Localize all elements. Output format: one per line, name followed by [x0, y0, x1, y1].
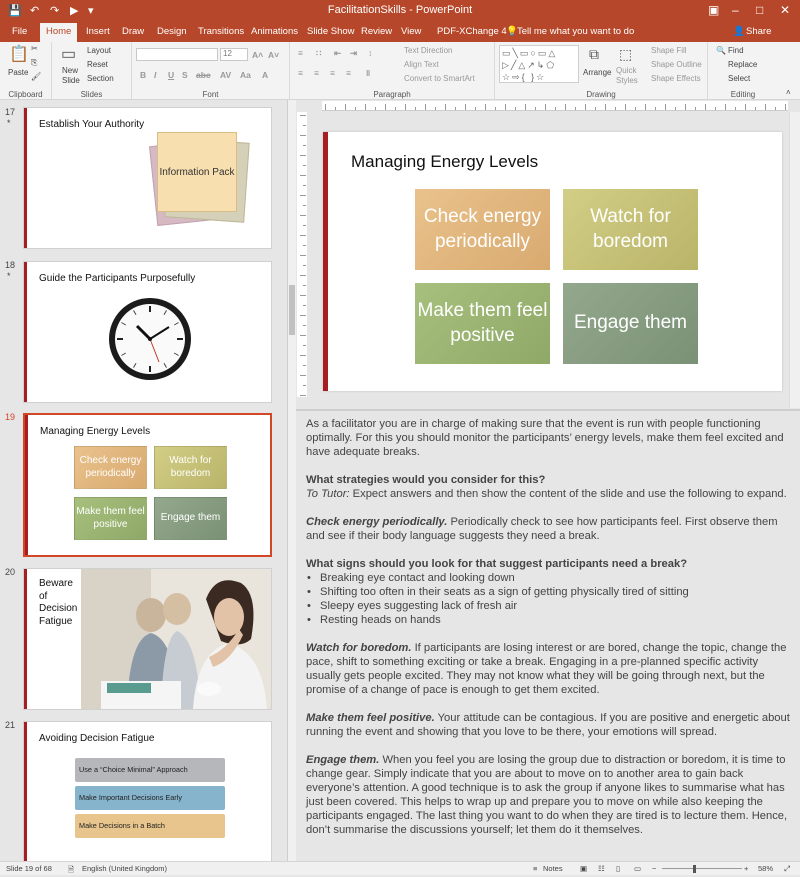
clipboard-group [0, 42, 52, 100]
notes-intro: As a facilitator you are in charge of making sure that the event is run with people functioning optimally. For this you should monitor the participants’ energy levels, make them feel excited and have adequate breaks. [306, 418, 784, 458]
ruler-tick [385, 104, 386, 110]
ruler-tick [365, 104, 366, 110]
columns-icon[interactable]: ‖ [366, 68, 371, 78]
tab-view[interactable]: View [401, 26, 422, 37]
ruler-tick [485, 104, 486, 110]
save-icon[interactable]: 💾 [8, 5, 22, 17]
ruler-tick [495, 107, 496, 110]
shadow-icon[interactable]: S [182, 70, 188, 80]
slides-group [52, 42, 132, 100]
ruler-tick [300, 375, 306, 376]
positive-label: Make them feel positive. [306, 712, 435, 724]
engage-text: When you feel you are losing the group due to distraction or boredom, it is time to change gear. Simply indicate that you are about to move on to another area to gain back everyone’s attention. A good technique is to ask the group if anyone likes to summarise what has just been covered. This helps to wrap up and prepare you to move on while also keeping the participants engaged. The last thing you want to do when they are tired is to lecture them. Hence, don’t summarise the discussions yourself; let them do it themselves. [306, 754, 788, 836]
ruler-tick [303, 245, 306, 246]
language-indicator[interactable]: English (United Kingdom) [82, 864, 168, 873]
layout-button[interactable]: Layout [87, 46, 112, 55]
quick-styles-icon[interactable]: ⬚ [619, 46, 633, 62]
start-from-beginning-icon[interactable]: ▶ [70, 5, 79, 17]
shape-outline-button[interactable]: Shape Outline [651, 60, 702, 69]
animation-star-icon: * [7, 118, 11, 128]
ruler-tick [455, 107, 456, 110]
list-item: • Resting heads on hands [306, 613, 790, 627]
thumb-bar: Make Important Decisions Early [75, 786, 225, 810]
ruler-tick [303, 125, 306, 126]
slide-number: 19 [5, 412, 16, 422]
slide-counter: Slide 19 of 68 [6, 864, 52, 873]
accent-bar [323, 132, 328, 391]
ruler-tick [300, 335, 306, 336]
tab-draw[interactable]: Draw [122, 26, 145, 37]
ruler-tick [645, 104, 646, 110]
ruler-tick [303, 205, 306, 206]
user-icon: 👤 [733, 26, 745, 37]
lightbulb-icon: 💡 [506, 26, 518, 37]
thumbnail-title: Managing Energy Levels [40, 426, 151, 437]
spelling-icon[interactable]: 🗎 [68, 865, 75, 874]
animation-star-icon: * [7, 271, 11, 281]
bullets-icon[interactable]: ≡ [298, 48, 303, 58]
watch-label: Watch for boredom. [306, 642, 412, 654]
ruler-tick [300, 275, 306, 276]
ruler-tick [765, 104, 766, 110]
align-left-icon[interactable]: ≡ [298, 68, 303, 78]
tab-transitions[interactable]: Transitions [198, 26, 245, 37]
shapes-gallery[interactable]: ▭╲▭○▭△ ▷╱△↗↳⬠ ☆⇨{ }☆ [499, 45, 579, 83]
ruler-tick [585, 104, 586, 110]
justify-icon[interactable]: ≡ [346, 68, 351, 78]
zoom-slider[interactable] [662, 868, 742, 869]
ruler-tick [465, 104, 466, 110]
find-button[interactable]: Find [728, 46, 744, 55]
horizontal-ruler[interactable] [322, 101, 788, 111]
new-slide-icon[interactable]: ▭ [61, 46, 77, 63]
signs-list [306, 571, 790, 627]
char-spacing-icon[interactable]: AV [220, 70, 232, 80]
drawing-group-label: Drawing [586, 90, 616, 99]
section-button[interactable]: Section [87, 74, 114, 83]
tab-animations[interactable]: Animations [251, 26, 298, 37]
notes-section [306, 753, 790, 837]
ruler-tick [555, 107, 556, 110]
notes-section [306, 641, 790, 697]
undo-icon[interactable]: ↶ [30, 5, 40, 17]
tab-design[interactable]: Design [157, 26, 187, 37]
quick-styles-button[interactable]: Quick Styles [616, 66, 638, 85]
tile-make-positive[interactable]: Make them feel positive [415, 283, 550, 364]
ruler-tick [675, 107, 676, 110]
arrange-icon[interactable]: ⧉ [589, 46, 599, 62]
thumbnail-slide-18[interactable] [23, 261, 272, 403]
tile-watch-boredom[interactable]: Watch for boredom [563, 189, 698, 270]
share-button[interactable]: Share [746, 26, 772, 37]
ruler-tick [715, 107, 716, 110]
tab-insert[interactable]: Insert [86, 26, 110, 37]
ruler-tick [303, 345, 306, 346]
zoom-out-icon[interactable]: − [652, 864, 657, 873]
font-name-input[interactable] [136, 48, 218, 61]
current-slide[interactable] [323, 132, 782, 391]
ruler-tick [303, 225, 306, 226]
ruler-tick [375, 107, 376, 110]
notes-button[interactable]: Notes [543, 864, 563, 873]
tell-me-search[interactable]: Tell me what you want to do [517, 26, 635, 37]
ruler-tick [725, 104, 726, 110]
ruler-tick [335, 107, 336, 110]
zoom-in-icon[interactable]: + [744, 864, 749, 873]
change-case-icon[interactable]: Aa [240, 70, 251, 80]
bold-icon[interactable]: B [140, 70, 147, 80]
slide-number: 20 [5, 567, 16, 577]
ruler-tick [300, 315, 306, 316]
accent-bar [24, 262, 27, 402]
scroll-thumb[interactable] [289, 285, 295, 335]
ruler-tick [300, 195, 306, 196]
paragraph-group [290, 42, 495, 100]
font-group [132, 42, 290, 100]
thumbnail-slide-20[interactable] [23, 568, 272, 710]
align-center-icon[interactable]: ≡ [314, 68, 319, 78]
list-item: • Sleepy eyes suggesting lack of fresh air [306, 599, 790, 613]
accent-bar [24, 108, 27, 248]
copy-icon[interactable]: ⎘ [31, 58, 38, 67]
font-group-label: Font [202, 90, 219, 99]
thumbnail-slide-21[interactable] [23, 721, 272, 861]
ruler-tick [655, 107, 656, 110]
decrease-indent-icon[interactable]: ⇤ [334, 48, 342, 58]
ruler-tick [355, 107, 356, 110]
ruler-tick [775, 107, 776, 110]
ruler-tick [303, 305, 306, 306]
font-size-input[interactable]: 12 [220, 48, 248, 61]
ruler-tick [735, 107, 736, 110]
ruler-tick [300, 135, 306, 136]
ruler-tick [405, 104, 406, 110]
list-item: • Breaking eye contact and looking down [306, 571, 790, 585]
notes-question: What signs should you look for that suggest participants need a break? [306, 558, 688, 570]
align-text-button[interactable]: Align Text [404, 60, 439, 69]
ruler-tick [625, 104, 626, 110]
ruler-tick [303, 285, 306, 286]
clipboard-group-label: Clipboard [8, 90, 43, 99]
ruler-tick [425, 104, 426, 110]
thumbnail-title: Beware of Decision Fatigue [39, 578, 78, 627]
ribbon-tabs [0, 22, 800, 42]
slideshow-view-icon[interactable]: ▭ [634, 864, 642, 873]
ruler-tick [475, 107, 476, 110]
notes-icon: ≡ [533, 864, 538, 873]
shape-effects-button[interactable]: Shape Effects [651, 74, 701, 83]
cut-icon[interactable]: ✂ [31, 44, 38, 53]
slide-number: 21 [5, 720, 16, 730]
new-slide-button[interactable]: New Slide [62, 66, 80, 85]
watch-text: If participants are losing interest or are bored, change the topic, change the pace, shift to something exciting or take a break. Engaging in a pre-planned specific activity usually gets people excited. They may not know what they will be going through next, but the promise of a change of pace is enough to get them excited. [306, 642, 787, 696]
ruler-tick [303, 145, 306, 146]
ruler-tick [300, 215, 306, 216]
ruler-tick [303, 265, 306, 266]
accent-bar [25, 415, 28, 555]
close-icon[interactable]: ✕ [780, 3, 791, 17]
select-button[interactable]: Select [728, 74, 751, 83]
engage-label: Engage them. [306, 754, 380, 766]
information-pack-image [149, 132, 254, 232]
paste-icon[interactable]: 📋 [9, 46, 29, 63]
grow-font-icon[interactable]: A˄ [252, 50, 264, 60]
paragraph-group-label: Paragraph [373, 90, 411, 99]
increase-indent-icon[interactable]: ⇥ [350, 48, 358, 58]
accent-bar [24, 722, 27, 861]
ruler-tick [445, 104, 446, 110]
convert-smartart-button[interactable]: Convert to SmartArt [404, 74, 475, 83]
ribbon-display-icon[interactable]: ▣ [708, 3, 720, 17]
ruler-tick [303, 365, 306, 366]
ruler-tick [303, 325, 306, 326]
ruler-tick [705, 104, 706, 110]
slide-thumbnail-pane [0, 100, 288, 861]
ruler-tick [300, 115, 306, 116]
normal-view-icon[interactable]: ▣ [580, 864, 588, 873]
notes-question: What strategies would you consider for this? [306, 474, 546, 486]
ruler-tick [565, 104, 566, 110]
reset-button[interactable]: Reset [87, 60, 108, 69]
notes-section [306, 711, 790, 739]
line-spacing-icon[interactable]: ↕ [368, 48, 373, 58]
ruler-tick [755, 107, 756, 110]
minimize-icon[interactable]: – [732, 3, 739, 17]
numbering-icon[interactable]: ∷ [316, 48, 322, 58]
tab-home[interactable]: Home [40, 23, 77, 42]
ruler-tick [300, 355, 306, 356]
ruler-tick [415, 107, 416, 110]
ruler-tick [300, 175, 306, 176]
reading-view-icon[interactable]: ▯ [616, 864, 621, 873]
thumb-tile: Check energy periodically [74, 446, 147, 489]
slide-number: 18 [5, 260, 16, 270]
tab-pdf-xchange[interactable]: PDF-XChange 4 [437, 26, 507, 37]
notes-section [306, 473, 790, 501]
ruler-tick [685, 104, 686, 110]
ruler-tick [505, 104, 506, 110]
shape-fill-button[interactable]: Shape Fill [651, 46, 687, 55]
tab-file[interactable]: File [12, 26, 28, 37]
fit-to-window-icon[interactable]: ⤢ [784, 864, 790, 873]
check-text: Periodically check to see how participants feel. First observe them and see if their body language suggests they need a break. [306, 516, 778, 542]
thumbnail-slide-17[interactable] [23, 107, 272, 249]
collapse-ribbon-icon[interactable]: ˄ [786, 88, 791, 97]
find-icon: 🔍 [716, 46, 726, 55]
ruler-tick [635, 107, 636, 110]
ruler-tick [300, 255, 306, 256]
thumbnail-title: Avoiding Decision Fatigue [39, 733, 155, 744]
thumbnail-title: Establish Your Authority [39, 119, 145, 130]
ruler-tick [300, 295, 306, 296]
tutor-text: Expect answers and then show the content of the slide and use the following to expand. [349, 488, 787, 500]
ruler-tick [595, 107, 596, 110]
thumb-tile: Engage them [154, 497, 227, 540]
list-item: • Shifting too often in their seats as a sign of getting physically tired of sitting [306, 585, 790, 599]
thumb-tile: Watch for boredom [154, 446, 227, 489]
redo-icon[interactable]: ↷ [50, 5, 60, 17]
ruler-tick [575, 107, 576, 110]
thumbnail-slide-19[interactable] [23, 413, 272, 557]
title-bar [0, 0, 800, 22]
tired-people-photo [81, 569, 272, 709]
ruler-tick [300, 235, 306, 236]
editing-group [708, 42, 778, 100]
notes-section [306, 515, 790, 543]
zoom-slider-thumb[interactable] [693, 865, 696, 873]
replace-button[interactable]: Replace [728, 60, 758, 69]
ruler-tick [515, 107, 516, 110]
ruler-tick [435, 107, 436, 110]
tab-review[interactable]: Review [361, 26, 393, 37]
positive-text: Your attitude can be contagious. If you are positive and energetic about running the event and showing that you love to be there, your emotions will spread. [306, 712, 790, 738]
ruler-tick [695, 107, 696, 110]
thumb-bar: Make Decisions in a Batch [75, 814, 225, 838]
tile-engage-them[interactable]: Engage them [563, 283, 698, 364]
notes-section [306, 557, 790, 627]
slide-number: 17 [5, 107, 16, 117]
status-bar [0, 861, 800, 875]
clock-image [107, 296, 193, 382]
format-painter-icon[interactable]: 🖌 [31, 72, 42, 81]
arrange-button[interactable]: Arrange [583, 68, 612, 77]
slide-sorter-icon[interactable]: ☷ [598, 864, 605, 873]
strikethrough-icon[interactable]: abc [196, 70, 211, 80]
check-label: Check energy periodically. [306, 516, 448, 528]
thumbnail-scrollbar[interactable] [288, 100, 296, 861]
slides-group-label: Slides [80, 90, 103, 99]
ruler-tick [615, 107, 616, 110]
ruler-tick [303, 385, 306, 386]
ruler-tick [300, 395, 306, 396]
notes-pane[interactable] [296, 409, 800, 861]
ruler-tick [345, 104, 346, 110]
ruler-tick [395, 107, 396, 110]
ribbon [0, 42, 800, 100]
customize-qat-icon[interactable]: ▾ [88, 5, 94, 17]
thumb-bar: Use a “Choice Minimal” Approach [75, 758, 225, 782]
vertical-ruler[interactable] [297, 112, 307, 397]
font-color-icon[interactable]: A [262, 70, 269, 80]
paste-button[interactable]: Paste [8, 68, 29, 77]
drawing-group [495, 42, 708, 100]
accent-bar [24, 569, 27, 709]
ruler-tick [525, 104, 526, 110]
editor-scrollbar[interactable] [789, 112, 800, 408]
ruler-tick [665, 104, 666, 110]
ruler-tick [535, 107, 536, 110]
information-pack-label: Information Pack [157, 132, 237, 212]
ruler-tick [745, 104, 746, 110]
editing-group-label: Editing [730, 90, 756, 99]
ruler-tick [545, 104, 546, 110]
ruler-tick [605, 104, 606, 110]
slide-title[interactable]: Managing Energy Levels [351, 152, 539, 171]
tile-check-energy[interactable]: Check energy periodically [415, 189, 550, 270]
ruler-tick [303, 165, 306, 166]
ruler-tick [303, 185, 306, 186]
maximize-icon[interactable]: □ [756, 3, 764, 17]
thumbnail-title: Guide the Participants Purposefully [39, 273, 196, 284]
zoom-level[interactable]: 58% [758, 864, 774, 873]
tutor-label: To Tutor: [306, 488, 350, 500]
ruler-tick [300, 155, 306, 156]
shrink-font-icon[interactable]: A˅ [268, 50, 280, 60]
text-direction-button[interactable]: Text Direction [404, 46, 453, 55]
ruler-tick [785, 104, 786, 110]
thumb-tile: Make them feel positive [74, 497, 147, 540]
underline-icon[interactable]: U [168, 70, 175, 80]
align-right-icon[interactable]: ≡ [330, 68, 335, 78]
italic-icon[interactable]: I [154, 70, 157, 80]
ruler-tick [325, 104, 326, 110]
tab-slide-show[interactable]: Slide Show [307, 26, 355, 37]
window-title: FacilitationSkills - PowerPoint [327, 4, 473, 16]
